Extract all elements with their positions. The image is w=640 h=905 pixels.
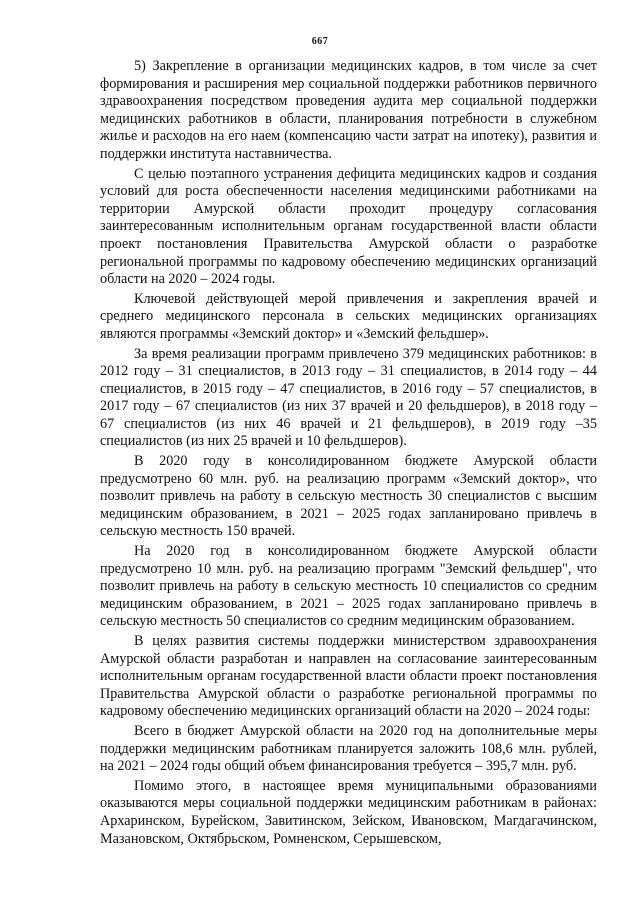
paragraph-zemsky-feldsher-2020: На 2020 год в консолидированном бюджете Амурской области предусмотрено 10 млн. руб. на реализацию программ "Земский фельдшер", что позволит привлечь на работу в сельскую местность 10 специалистов со средним медицинским образованием, в 2021 – 2025 годах запланировано привлечь в сельскую местность 50 специалистов со средним медицинским образованием. [100,543,597,630]
document-body [100,58,597,850]
paragraph-key-measures: Ключевой действующей мерой привлечения и закрепления врачей и среднего медицинского персонала в сельских медицинских организациях являются программы «Земский доктор» и «Земский фельдшер». [100,290,597,342]
paragraph-support-system: В целях развития системы поддержки министерством здравоохранения Амурской области разработан и направлен на согласование заинтересованным исполнительным органам государственной власти области проект постановления Правительства Амурской области о разработке региональной программы по кадровому обеспечению медицинских организаций области на 2020 – 2024 годы: [100,633,597,720]
paragraph-staff-retention: 5) Закрепление в организации медицинских кадров, в том числе за счет формирования и расширения мер социальной поддержки работников первичного здравоохранения посредством проведения аудита мер социальной поддержки медицинских работников в области, планирования потребности в служебном жилье и расходов на его наем (компенсацию части затрат на ипотеку), развития и поддержки института наставничества. [100,58,597,162]
paragraph-budget-totals: Всего в бюджет Амурской области на 2020 год на дополнительные меры поддержки медицинским работникам планируется заложить 108,6 млн. рублей, на 2021 – 2024 годы общий объем финансирования требуется – 395,7 млн. руб. [100,722,597,775]
paragraph-zemsky-doctor-2020: В 2020 году в консолидированном бюджете Амурской области предусмотрено 60 млн. руб. на реализацию программ «Земский доктор», что позволит привлечь на работу в сельскую местность 30 специалистов с высшим медицинским образованием, в 2021 – 2025 годах запланировано привлечь в сельскую местность 150 врачей. [100,453,597,540]
paragraph-municipal-support: Помимо этого, в настоящее время муниципальными образованиями оказываются меры социальной поддержки медицинским работникам в районах: Архаринском, Бурейском, Завитинском, Зейском, Ивановском, Магдагачинском, Мазановском, Октябрьском, Ромненском, Серышевском, [100,777,597,847]
page-number: 667 [311,36,329,47]
paragraph-program-results: За время реализации программ привлечено 379 медицинских работников: в 2012 году – 31 специалистов, в 2013 году – 31 специалистов, в 2014 году – 44 специалистов, в 2015 году – 47 специалистов, в 2016 году – 57 специалистов, в 2017 году – 67 специалистов (из них 37 врачей и 20 фельдшеров), в 2018 году – 67 специалистов (из них 46 врачей и 21 фельдшеров), в 2019 году –35 специалистов (из них 25 врачей и 10 фельдшеров). [100,345,597,450]
paragraph-staff-shortage: С целью поэтапного устранения дефицита медицинских кадров и создания условий для роста обеспеченности населения медицинскими работниками на территории Амурской области проходит процедуру согласования заинтересованным исполнительным органам государственной власти области проект постановления Правительства Амурской области о разработке региональной программы по кадровому обеспечению медицинских организаций области на 2020 – 2024 годы. [100,165,597,288]
